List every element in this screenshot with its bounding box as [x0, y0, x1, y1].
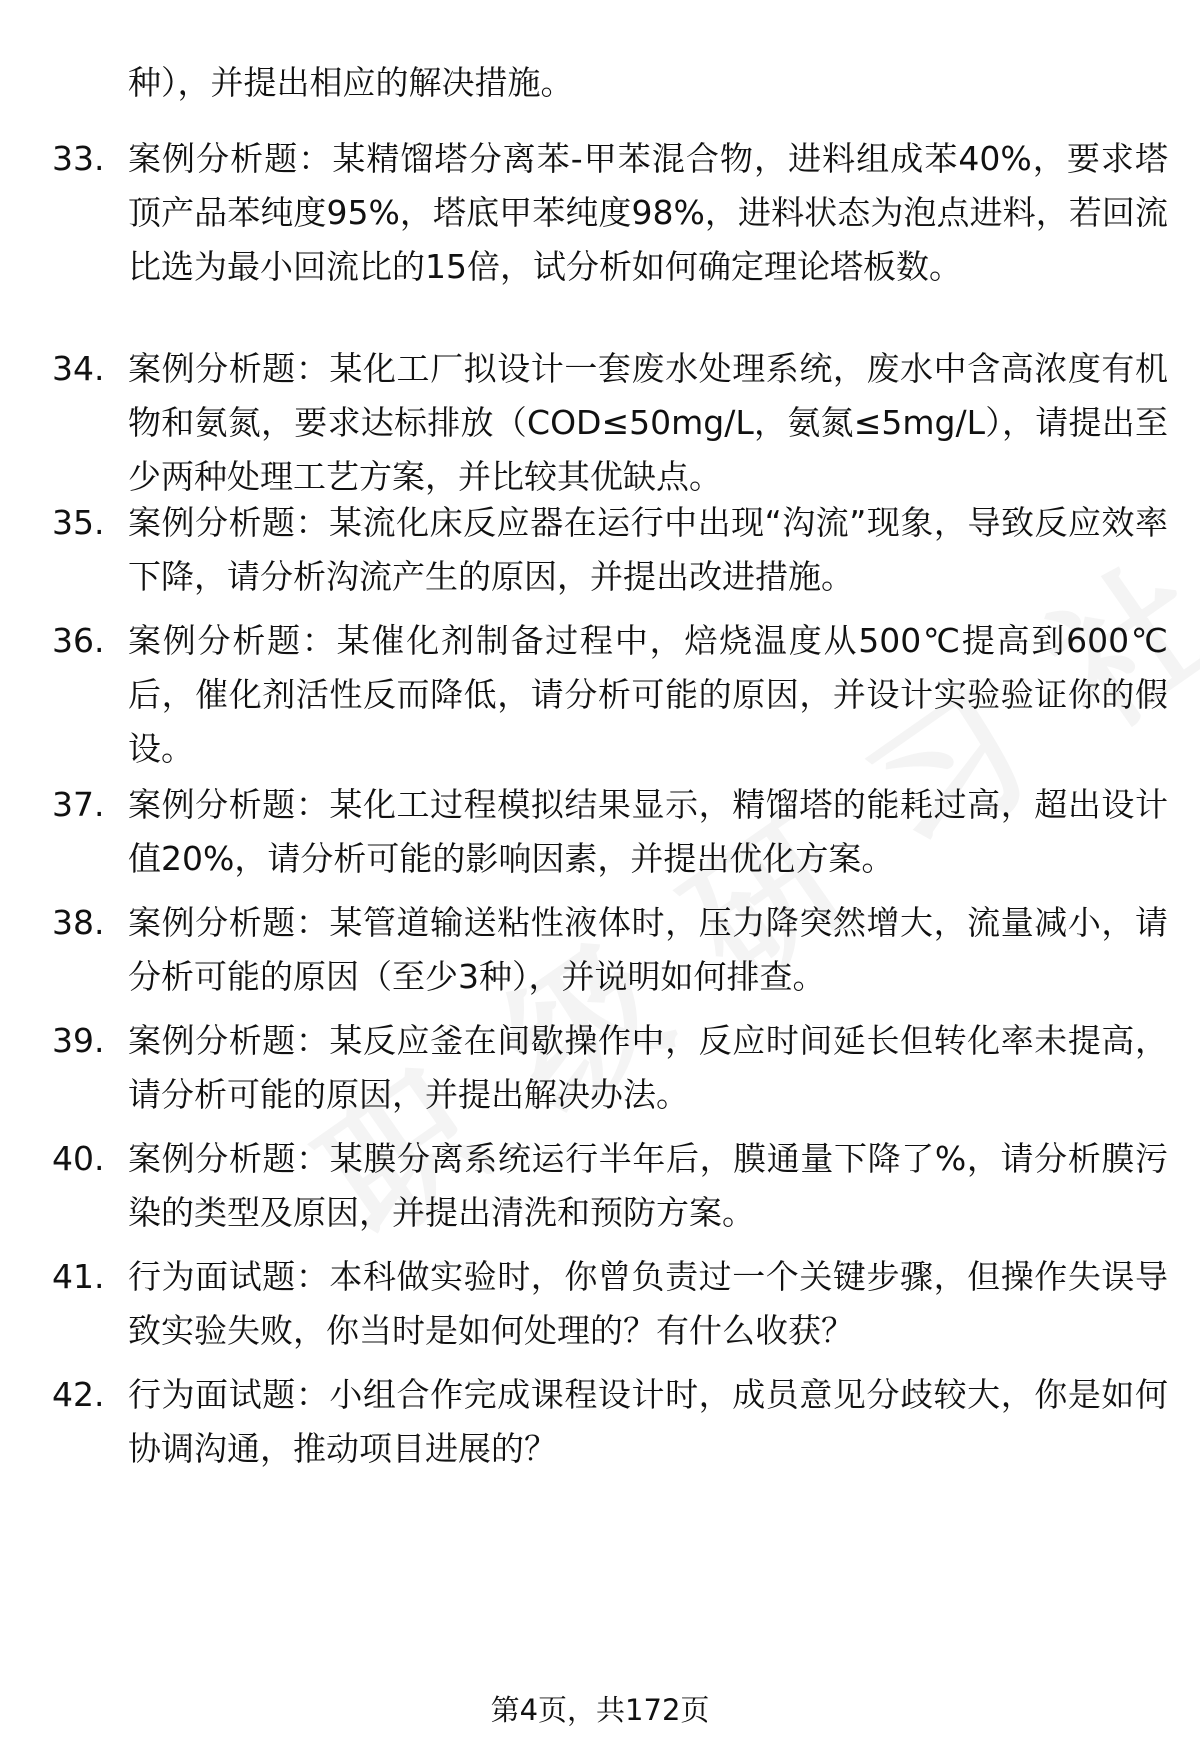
question-number: 35. — [52, 503, 105, 542]
question-text: 案例分析题：某化工过程模拟结果显示，精馏塔的能耗过高，超出设计值20%，请分析可能的影响因素，并提出优化方案。 — [128, 785, 1168, 878]
question-text: 案例分析题：某反应釜在间歇操作中，反应时间延长但转化率未提高，请分析可能的原因，并提出解决办法。 — [128, 1021, 1168, 1114]
question-number: 36. — [52, 621, 105, 660]
continuation-text: 种），并提出相应的解决措施。 — [128, 63, 574, 102]
question-text: 案例分析题：某流化床反应器在运行中出现“沟流”现象，导致反应效率下降，请分析沟流产生的原因，并提出改进措施。 — [128, 503, 1168, 596]
question-text: 案例分析题：某催化剂制备过程中，焙烧温度从500℃提高到600℃后，催化剂活性反而降低，请分析可能的原因，并设计实验验证你的假设。 — [128, 621, 1168, 768]
question-text: 案例分析题：某精馏塔分离苯-甲苯混合物，进料组成苯40%，要求塔顶产品苯纯度95%，塔底甲苯纯度98%，进料状态为泡点进料，若回流比选为最小回流比的15倍，试分析如何确定理论塔板数。 — [128, 139, 1168, 286]
question-number: 40. — [52, 1139, 105, 1178]
question-text: 行为面试题：小组合作完成课程设计时，成员意见分歧较大，你是如何协调沟通，推动项目进展的？ — [128, 1375, 1168, 1468]
question-number: 37. — [52, 785, 105, 824]
question-text: 案例分析题：某化工厂拟设计一套废水处理系统，废水中含高浓度有机物和氨氮，要求达标排放（COD≤50mg/L，氨氮≤5mg/L），请提出至少两种处理工艺方案，并比较其优缺点。 — [128, 349, 1168, 496]
question-number: 42. — [52, 1375, 105, 1414]
question-number: 39. — [52, 1021, 105, 1060]
question-text: 案例分析题：某膜分离系统运行半年后，膜通量下降了%，请分析膜污染的类型及原因，并提出清洗和预防方案。 — [128, 1139, 1168, 1232]
question-number: 33. — [52, 139, 105, 178]
question-number: 34. — [52, 349, 105, 388]
question-text: 案例分析题：某管道输送粘性液体时，压力降突然增大，流量减小，请分析可能的原因（至少3种），并说明如何排查。 — [128, 903, 1168, 996]
question-text: 行为面试题：本科做实验时，你曾负责过一个关键步骤，但操作失误导致实验失败，你当时是如何处理的？有什么收获？ — [128, 1257, 1168, 1350]
page-footer: 第4页，共172页 — [490, 1693, 710, 1727]
question-number: 41. — [52, 1257, 105, 1296]
question-number: 38. — [52, 903, 105, 942]
